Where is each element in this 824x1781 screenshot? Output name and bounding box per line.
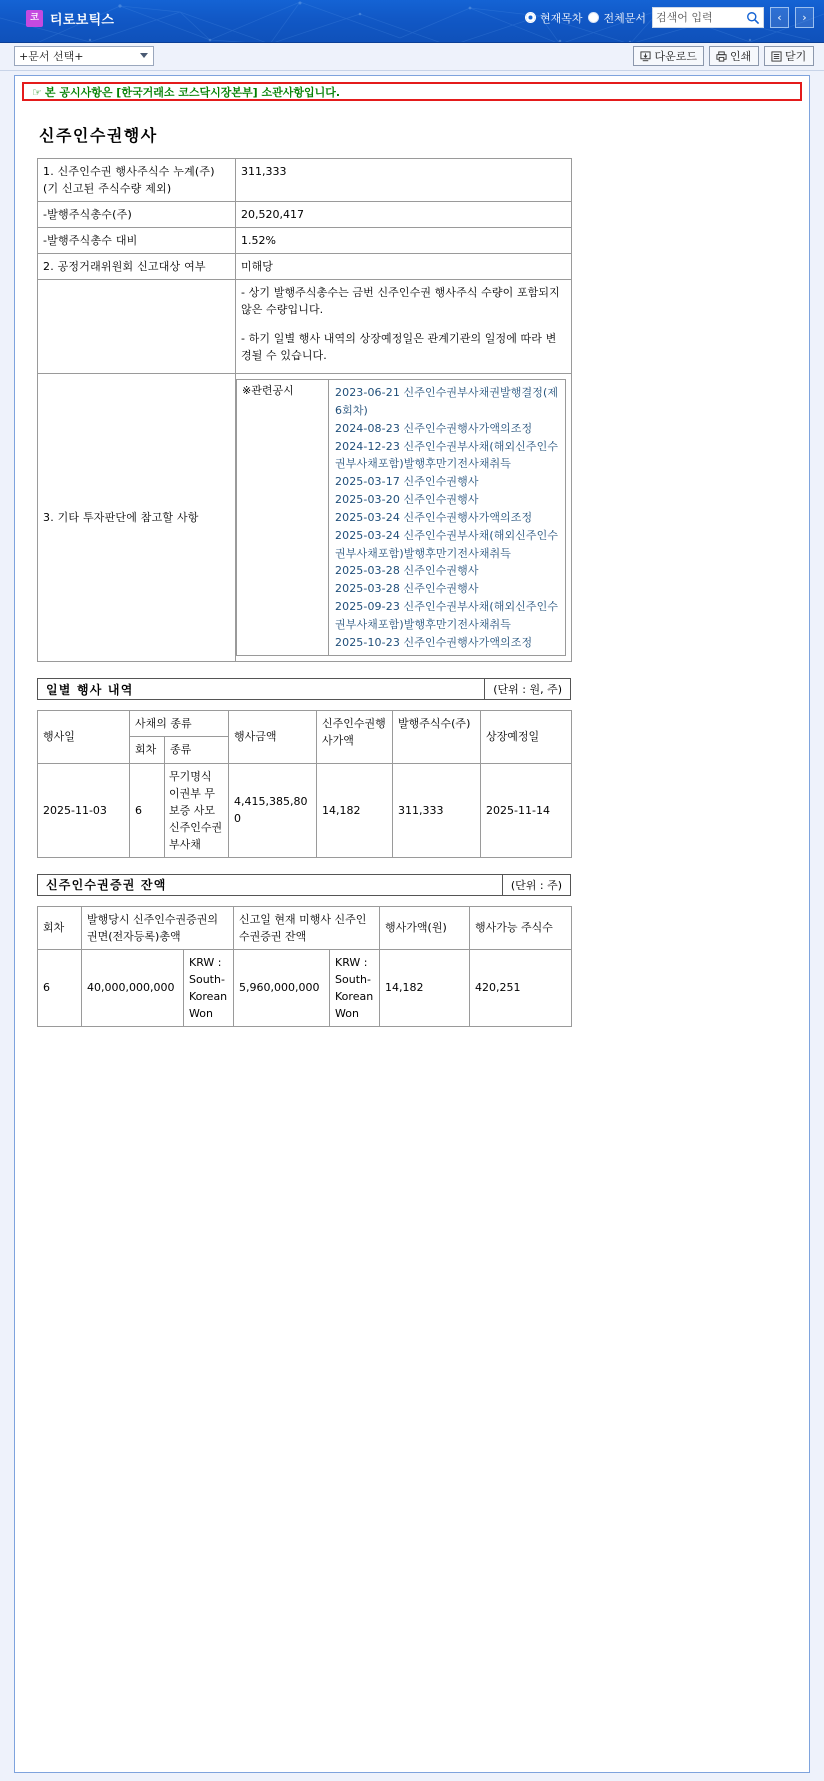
table-row — [38, 254, 572, 280]
cell-listing-date: 2025-11-14 — [481, 763, 572, 857]
main-info-table — [37, 158, 572, 662]
balance-section-title: 신주인수권증권 잔액 — [46, 878, 167, 893]
header-exercise-price: 행사가액(원) — [380, 906, 470, 949]
notice-message: 본 공시사항은 [한국거래소 코스닥시장본부] 소관사항입니다. — [44, 85, 341, 99]
list-item[interactable]: 2025-10-23 신주인수권행사가액의조정 — [335, 635, 533, 649]
header-bond-kind-group: 사채의 종류 — [130, 711, 229, 737]
row-label-total-shares: -발행주식총수(주) — [38, 202, 236, 228]
header-unexercised-balance: 신고일 현재 미행사 신주인수권증권 잔액 — [234, 906, 380, 949]
printer-icon — [716, 51, 727, 62]
brand — [26, 9, 114, 28]
app-header — [0, 0, 824, 43]
radio-current-toc-label: 현재목차 — [539, 11, 583, 25]
cell-issued-shares: 311,333 — [393, 763, 481, 857]
search-icon[interactable] — [746, 11, 760, 25]
list-item[interactable]: 2025-09-23 신주인수권부사채(해외신주인수권부사채포함)발행후만기전사채취득 — [335, 599, 559, 631]
notice-bar — [22, 82, 802, 101]
radio-all-documents-label: 전체문서 — [603, 11, 646, 25]
cell-exercisable-shares: 420,251 — [470, 949, 572, 1026]
header-exercisable-shares: 행사가능 주식수 — [470, 906, 572, 949]
table-row — [38, 280, 572, 374]
list-item[interactable]: 2025-03-28 신주인수권행사 — [335, 582, 479, 596]
row-value-cumulative-shares: 311,333 — [236, 159, 572, 202]
header-issued-shares: 발행주식수(주) — [393, 711, 481, 763]
row-value-ftc-report: 미해당 — [236, 254, 572, 280]
row-value-related-disclosures — [236, 374, 572, 662]
download-label: 다운로드 — [654, 50, 697, 63]
download-icon — [640, 51, 651, 62]
print-button[interactable] — [709, 46, 759, 66]
download-button[interactable] — [633, 46, 704, 66]
row-label-ratio: -발행주식총수 대비 — [38, 228, 236, 254]
document-select-value: +문서 선택+ — [19, 50, 84, 63]
radio-all-documents[interactable] — [588, 10, 646, 26]
cell-round: 6 — [38, 949, 82, 1026]
header-issued-face-total: 발행당시 신주인수권증권의 권면(전자등록)총액 — [82, 906, 234, 949]
cell-unexercised-currency: KRW : South-Korean Won — [330, 949, 380, 1026]
row-value-total-shares: 20,520,417 — [236, 202, 572, 228]
toolbar-actions — [633, 46, 814, 66]
balance-section-unit: (단위 : 주) — [502, 875, 570, 895]
radio-current-toc-dot[interactable] — [525, 12, 536, 23]
row-label-blank — [38, 280, 236, 374]
document-toolbar — [0, 43, 824, 71]
cell-round: 6 — [130, 763, 165, 857]
daily-section-unit: (단위 : 원, 주) — [484, 679, 570, 699]
cell-exercise-price: 14,182 — [380, 949, 470, 1026]
balance-section-band — [37, 874, 571, 896]
note-paragraph-2: - 하기 일별 행사 내역의 상장예정일은 관계기관의 일정에 따라 변경될 수 있습니다. — [241, 332, 557, 363]
header-controls — [525, 7, 814, 28]
header-round: 회차 — [130, 737, 165, 763]
list-item[interactable]: 2025-03-20 신주인수권행사 — [335, 493, 479, 507]
related-disclosures-table — [236, 379, 566, 656]
table-row — [38, 202, 572, 228]
header-round: 회차 — [38, 906, 82, 949]
cell-unexercised: 5,960,000,000 — [234, 949, 330, 1026]
table-row — [38, 228, 572, 254]
document-page — [14, 75, 810, 1773]
daily-section-title: 일별 행사 내역 — [46, 682, 134, 697]
radio-current-toc[interactable] — [525, 10, 583, 26]
list-item[interactable]: 2025-03-28 신주인수권행사 — [335, 564, 479, 578]
daily-section-band — [37, 678, 571, 700]
header-exercise-amount: 행사금액 — [229, 711, 317, 763]
list-icon — [771, 51, 782, 62]
pointing-hand-icon: ☞ — [32, 85, 42, 99]
chevron-down-icon[interactable] — [140, 53, 148, 58]
related-disclosures-list — [329, 380, 566, 656]
table-header-row — [38, 906, 572, 949]
row-value-ratio: 1.52% — [236, 228, 572, 254]
list-item[interactable]: 2024-08-23 신주인수권행사가액의조정 — [335, 421, 533, 435]
cell-issued-face: 40,000,000,000 — [82, 949, 184, 1026]
page-title: 신주인수권행사 — [39, 126, 158, 145]
prev-page-button[interactable]: ‹ — [770, 7, 789, 28]
list-item[interactable]: 2025-03-24 신주인수권부사채(해외신주인수권부사채포함)발행후만기전사채취득 — [335, 528, 559, 560]
cell-issued-face-currency: KRW : South-Korean Won — [184, 949, 234, 1026]
close-button[interactable] — [764, 46, 814, 66]
row-label-cumulative-shares: 1. 신주인수권 행사주식수 누계(주)(기 신고된 주식수량 제외) — [38, 159, 236, 202]
table-row — [38, 763, 572, 857]
header-listing-date: 상장예정일 — [481, 711, 572, 763]
radio-all-documents-dot[interactable] — [588, 12, 599, 23]
table-row — [38, 374, 572, 662]
row-label-other-info: 3. 기타 투자판단에 참고할 사항 — [38, 374, 236, 662]
header-exercise-price: 신주인수권행사가액 — [317, 711, 393, 763]
next-page-button[interactable]: › — [795, 7, 814, 28]
warrant-balance-table — [37, 906, 572, 1027]
document-select[interactable] — [14, 46, 154, 66]
row-label-ftc-report: 2. 공정거래위원회 신고대상 여부 — [38, 254, 236, 280]
daily-exercise-table — [37, 710, 572, 857]
header-exercise-date: 행사일 — [38, 711, 130, 763]
header-kind: 종류 — [165, 737, 229, 763]
close-label: 닫기 — [785, 50, 807, 63]
list-item[interactable]: 2023-06-21 신주인수권부사채권발행결정(제6회차) — [335, 386, 559, 418]
search-input[interactable] — [653, 9, 741, 26]
row-value-notes — [236, 280, 572, 374]
cell-exercise-price: 14,182 — [317, 763, 393, 857]
table-header-row — [38, 711, 572, 737]
print-label: 인쇄 — [730, 50, 752, 63]
related-disclosures-label: ※관련공시 — [237, 380, 329, 656]
market-badge-icon: 코 — [26, 10, 43, 27]
table-row — [38, 159, 572, 202]
cell-exercise-amount: 4,415,385,800 — [229, 763, 317, 857]
cell-kind: 무기명식 이권부 무보증 사모 신주인수권부사채 — [165, 763, 229, 857]
notice-text — [32, 84, 340, 100]
cell-exercise-date: 2025-11-03 — [38, 763, 130, 857]
list-item[interactable]: 2025-03-17 신주인수권행사 — [335, 475, 479, 489]
note-paragraph-1: - 상기 발행주식총수는 금번 신주인수권 행사주식 수량이 포함되지 않은 수량입니다. — [241, 286, 560, 317]
search-box[interactable] — [652, 7, 764, 28]
table-row — [38, 949, 572, 1026]
list-item[interactable]: 2025-03-24 신주인수권행사가액의조정 — [335, 510, 533, 524]
list-item[interactable]: 2024-12-23 신주인수권부사채(해외신주인수권부사채포함)발행후만기전사채취득 — [335, 439, 559, 471]
company-name: 티로보틱스 — [50, 13, 115, 28]
